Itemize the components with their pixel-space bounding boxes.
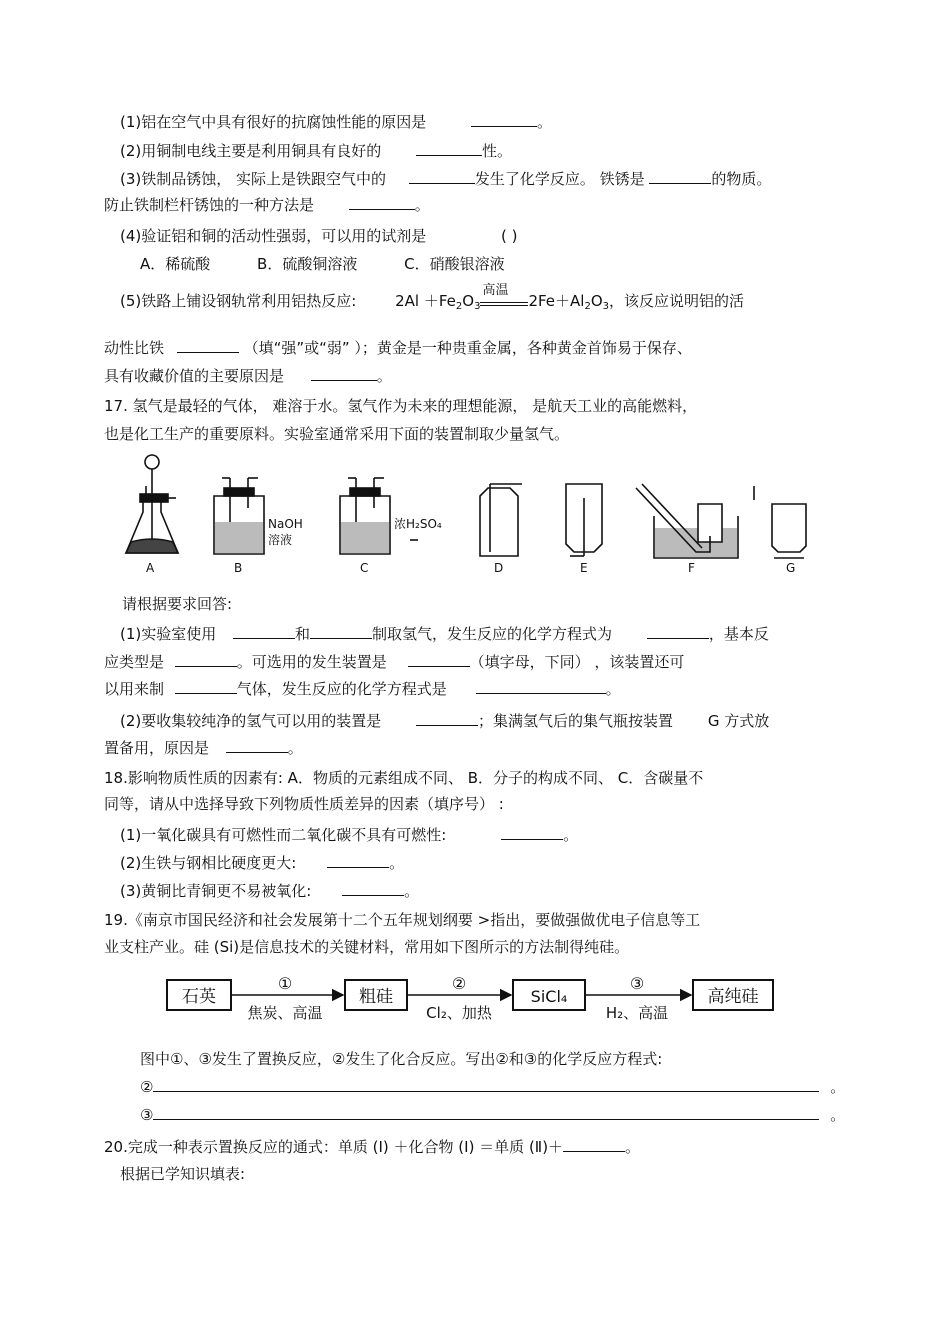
q20-line2: 根据已学知识填表: bbox=[120, 1165, 246, 1183]
node-label-quartz: 石英 bbox=[182, 987, 216, 1007]
q19-question: 图中①、③发生了置换反应，②发生了化合反应。写出②和③的化学反应方程式: bbox=[140, 1050, 663, 1068]
q17-a1-line2: 应类型是 。可选用的发生装置是 （填字母，下同） ，该装置还可 bbox=[104, 653, 685, 671]
answer-blank[interactable] bbox=[177, 338, 239, 353]
step-cond-3: H₂、高温 bbox=[605, 1004, 669, 1022]
q18-item1: (1)一氧化碳具有可燃性而二氧化碳不具有可燃性: 。 bbox=[120, 826, 579, 844]
answer-line[interactable] bbox=[153, 1105, 819, 1120]
q18-item2: (2)生铁与钢相比硬度更大: 。 bbox=[120, 854, 405, 872]
answer-blank[interactable] bbox=[310, 624, 372, 639]
answer-blank[interactable] bbox=[327, 853, 389, 868]
choice-paren[interactable]: ( ) bbox=[501, 227, 518, 245]
q20-line1: 20.完成一种表示置换反应的通式：单质 (I) ＋化合物 (I) ＝单质 (Ⅱ)＋ 。 bbox=[104, 1138, 641, 1156]
apparatus-c bbox=[340, 478, 418, 554]
q17-a2-line2: 置备用，原因是 。 bbox=[104, 739, 303, 757]
apparatus-b bbox=[214, 478, 264, 554]
label-e: E bbox=[580, 561, 588, 575]
q16-line2: (2)用铜制电线主要是利用铜具有良好的 性。 bbox=[120, 142, 513, 160]
label-b: B bbox=[234, 561, 243, 575]
q17-a2-line1: (2)要收集较纯净的氢气可以用的装置是 ；集满氢气后的集气瓶按装置 G 方式放 bbox=[120, 712, 770, 730]
q18-line1: 18.影响物质性质的因素有: A．物质的元素组成不同、 B．分子的构成不同、 C．含碳量不 bbox=[104, 769, 704, 787]
q16-options bbox=[140, 254, 505, 274]
option-c[interactable]: C．硝酸银溶液 bbox=[404, 255, 505, 273]
apparatus-figure bbox=[118, 448, 844, 580]
answer-blank[interactable] bbox=[175, 652, 237, 667]
q19-answer-2: ② 。 bbox=[140, 1078, 846, 1096]
answer-blank[interactable] bbox=[416, 711, 478, 726]
label-f: F bbox=[688, 561, 695, 575]
answer-blank[interactable] bbox=[226, 738, 288, 753]
label-a: A bbox=[146, 561, 155, 575]
answer-blank[interactable] bbox=[408, 652, 470, 667]
apparatus-a bbox=[126, 455, 178, 553]
label-g: G bbox=[786, 561, 796, 575]
q17-a1-line3: 以用来制 气体，发生反应的化学方程式是 。 bbox=[104, 680, 621, 698]
answer-blank[interactable] bbox=[563, 1137, 625, 1152]
answer-blank[interactable] bbox=[476, 679, 606, 694]
q17-intro-line1: 17. 氢气是最轻的气体， 难溶于水。氢气作为未来的理想能源， 是航天工业的高能燃料， bbox=[104, 397, 698, 415]
step-marker-2: ② bbox=[451, 974, 467, 993]
q16-line5: (4)验证铝和铜的活动性强弱，可以用的试剂是 ( ) bbox=[120, 227, 518, 245]
option-a[interactable]: A．稀硫酸 bbox=[140, 255, 211, 273]
q19-line1: 19.《南京市国民经济和社会发展第十二个五年规划纲要 >指出，要做强做优电子信息等工 bbox=[104, 911, 701, 929]
q18-line2: 同等，请从中选择导致下列物质性质差异的因素（填序号） : bbox=[104, 795, 504, 813]
option-b[interactable]: B．硫酸铜溶液 bbox=[257, 255, 358, 273]
q16-line8: 具有收藏价值的主要原因是 。 bbox=[104, 367, 392, 385]
answer-blank[interactable] bbox=[471, 112, 537, 127]
answer-blank[interactable] bbox=[349, 195, 415, 210]
answer-blank[interactable] bbox=[233, 624, 295, 639]
node-label-sicl4: SiCl₄ bbox=[530, 987, 568, 1006]
apparatus-f bbox=[636, 484, 738, 558]
node-label-pure-si: 高纯硅 bbox=[707, 987, 759, 1007]
answer-blank[interactable] bbox=[501, 825, 563, 840]
apparatus-d bbox=[480, 484, 522, 556]
answer-blank[interactable] bbox=[175, 679, 237, 694]
q17-a1-line1: (1)实验室使用 和 制取氢气，发生反应的化学方程式为 ，基本反 bbox=[120, 625, 769, 643]
label-d: D bbox=[494, 561, 504, 575]
answer-blank[interactable] bbox=[409, 169, 475, 184]
q17-ask: 请根据要求回答: bbox=[122, 595, 233, 613]
q18-item3: (3)黄铜比青铜更不易被氧化: 。 bbox=[120, 882, 420, 900]
step-cond-2: Cl₂、加热 bbox=[426, 1004, 492, 1022]
thermite-equation: $2Al +Fe_2O_3$ 高温 $2Fe+Al_2O_3$ bbox=[395, 283, 610, 312]
step-cond-1: 焦炭、高温 bbox=[247, 1004, 323, 1022]
reaction-condition: 高温 bbox=[480, 293, 528, 306]
node-label-crude-si: 粗硅 bbox=[359, 987, 393, 1007]
q16-line6: (5)铁路上铺设钢轨常利用铝热反应: $2Al +Fe_2O_3$ 高温 $2Fe+Al_2O_3$，该反应说明铝的活 bbox=[120, 283, 745, 312]
q19-answer-3: ③ 。 bbox=[140, 1106, 846, 1124]
apparatus-g bbox=[754, 486, 806, 558]
q19-line2: 业支柱产业。硅 (Si)是信息技术的关键材料，常用如下图所示的方法制得纯硅。 bbox=[104, 938, 630, 956]
apparatus-e bbox=[566, 484, 602, 556]
silicon-flow-diagram bbox=[165, 972, 805, 1034]
q16-line4: 防止铁制栏杆锈蚀的一种方法是 。 bbox=[104, 196, 430, 214]
answer-blank[interactable] bbox=[311, 366, 377, 381]
q16-line3: (3)铁制品锈蚀， 实际上是铁跟空气中的 发生了化学反应。 铁锈是 的物质。 bbox=[120, 170, 772, 188]
answer-line[interactable] bbox=[153, 1077, 819, 1092]
q16-line7: 动性比铁 （填“强”或“弱” ）；黄金是一种贵重金属，各种黄金首饰易于保存、 bbox=[104, 339, 692, 357]
answer-blank[interactable] bbox=[649, 169, 711, 184]
answer-blank[interactable] bbox=[342, 881, 404, 896]
naoh-label-2: 溶液 bbox=[268, 533, 293, 547]
step-marker-1: ① bbox=[277, 974, 293, 993]
q16-line1: (1)铝在空气中具有很好的抗腐蚀性能的原因是 。 bbox=[120, 113, 553, 131]
label-c: C bbox=[360, 561, 369, 575]
answer-blank[interactable] bbox=[416, 141, 482, 156]
h2so4-label: 浓H₂SO₄ bbox=[394, 517, 442, 531]
naoh-label: NaOH bbox=[268, 517, 303, 531]
answer-blank[interactable] bbox=[647, 624, 709, 639]
q17-intro-line2: 也是化工生产的重要原料。实验室通常采用下面的装置制取少量氢气。 bbox=[104, 425, 570, 443]
step-marker-3: ③ bbox=[629, 974, 645, 993]
